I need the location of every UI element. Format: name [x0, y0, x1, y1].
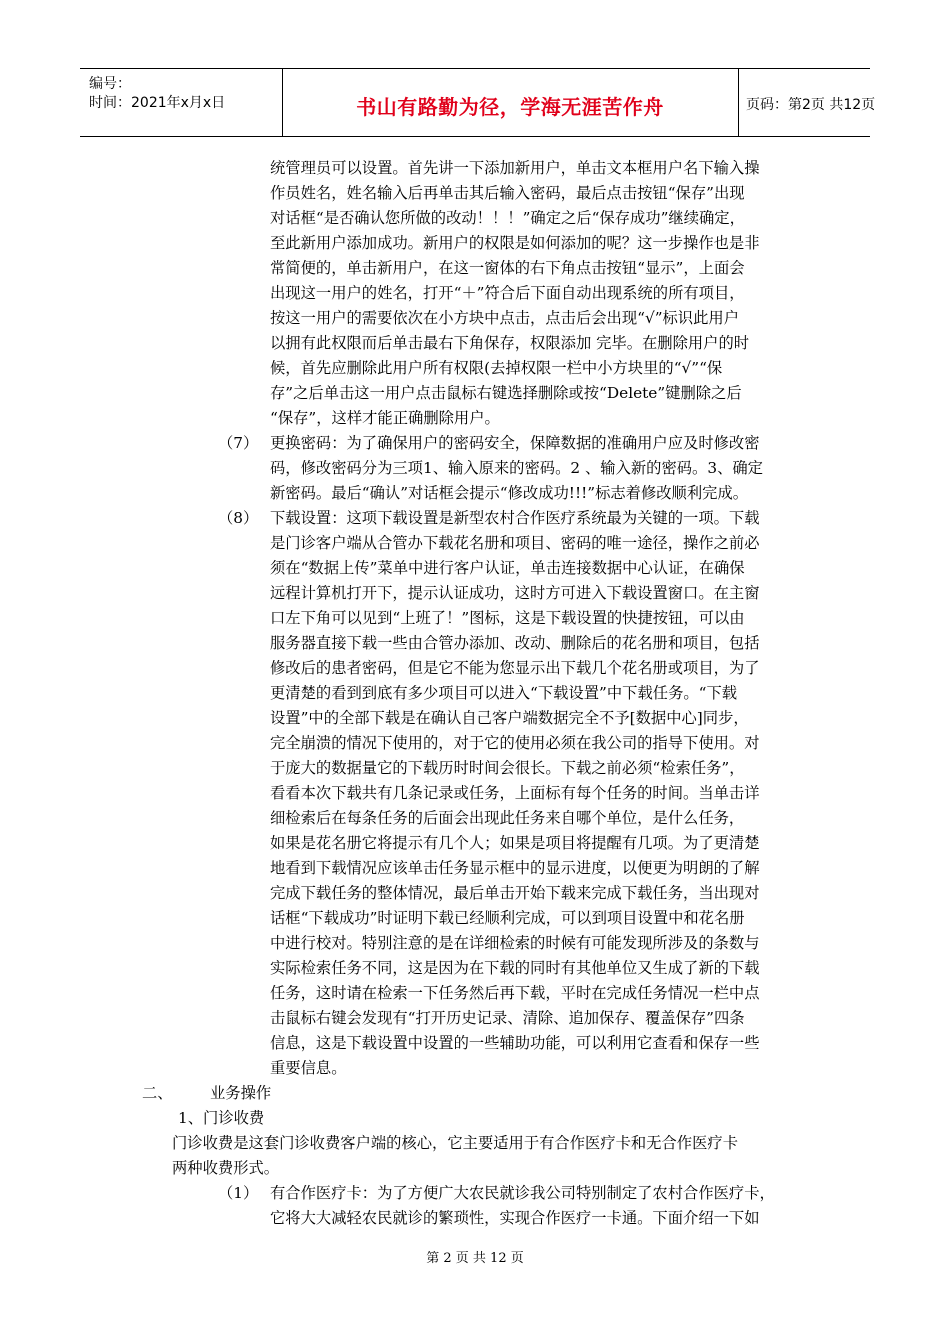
section-2-number: 二、 — [142, 1084, 173, 1102]
page-footer: 第 2 页 共 12 页 — [426, 1251, 524, 1266]
body-line: 统管理员可以设置。首先讲一下添加新用户，单击文本框用户名下输入操 — [270, 159, 760, 177]
item-1-line: 有合作医疗卡：为了方便广大农民就诊我公司特别制定了农村合作医疗卡， — [270, 1184, 775, 1202]
item-8-line: 更清楚的看到到底有多少项目可以进入“下载设置”中下载任务。“下载 — [270, 684, 738, 702]
item-7-line: 新密码。最后“确认”对话框会提示“修改成功!!!”标志着修改顺利完成。 — [270, 484, 749, 502]
item-8-line: 远程计算机打开下，提示认证成功，这时方可进入下载设置窗口。在主窗 — [270, 584, 760, 602]
item-8-line: 是门诊客户端从合管办下载花名册和项目、密码的唯一途径，操作之前必 — [270, 534, 760, 552]
intro-line: 两种收费形式。 — [172, 1159, 280, 1177]
subsection-1-title: 1、门诊收费 — [178, 1109, 265, 1127]
header-table — [80, 68, 876, 137]
item-8-line: 于庞大的数据量它的下载历时时间会很长。下载之前必须“检索任务”， — [270, 759, 745, 777]
body-line: “保存”，这样才能正确删除用户。 — [270, 409, 500, 427]
item-8-line: 击鼠标右键会发现有“打开历史记录、清除、追加保存、覆盖保存”四条 — [270, 1009, 745, 1027]
item-8-line: 修改后的患者密码，但是它不能为您显示出下载几个花名册或项目，为了 — [270, 659, 760, 677]
item-8-line: 完全崩溃的情况下使用的，对于它的使用必须在我公司的指导下使用。对 — [270, 734, 760, 752]
item-8-line: 须在“数据上传”菜单中进行客户认证，单击连接数据中心认证，在确保 — [270, 559, 745, 577]
item-8-line: 实际检索任务不同，这是因为在下载的同时有其他单位又生成了新的下载 — [270, 959, 760, 977]
item-8-line: 口左下角可以见到“上班了！”图标，这是下载设置的快捷按钮，可以由 — [270, 609, 745, 627]
header-left-cell — [80, 69, 283, 136]
body-line: 候，首先应删除此用户所有权限(去掉权限一栏中小方块里的“√”“保 — [270, 359, 723, 377]
header-page-cell — [738, 69, 876, 136]
section-2-title: 业务操作 — [210, 1084, 272, 1102]
item-8-line: 信息，这是下载设置中设置的一些辅助功能，可以利用它查看和保存一些 — [270, 1034, 760, 1052]
item-8-line: 话框“下载成功”时证明下载已经顺利完成，可以到项目设置中和花名册 — [270, 909, 745, 927]
body-line: 按这一用户的需要依次在小方块中点击，点击后会出现“√”标识此用户 — [270, 309, 739, 327]
document-number-label: 编号： — [89, 76, 131, 92]
item-8-line: 下载设置：这项下载设置是新型农村合作医疗系统最为关键的一项。下载 — [270, 509, 760, 527]
item-8-line: 设置”中的全部下载是在确认自己客户端数据完全不予[数据中心]同步， — [270, 709, 749, 727]
item-8-line: 中进行校对。特别注意的是在详细检索的时候有可能发现所涉及的条数与 — [270, 934, 760, 952]
item-8-number: （8） — [218, 509, 259, 527]
body-line: 作员姓名，姓名输入后再单击其后输入密码，最后点击按钮“保存”出现 — [270, 184, 745, 202]
item-8-line: 任务，这时请在检索一下任务然后再下载，平时在完成任务情况一栏中点 — [270, 984, 760, 1002]
item-7-line: 码，修改密码分为三项1、输入原来的密码。2 、输入新的密码。3、确定 — [270, 459, 763, 477]
item-8-line: 细检索后在每条任务的后面会出现此任务来自哪个单位，是什么任务， — [270, 809, 745, 827]
body-line: 存”之后单击这一用户点击鼠标右键选择删除或按“Delete”键删除之后 — [270, 384, 742, 402]
item-1-line: 它将大大减轻农民就诊的繁琐性，实现合作医疗一卡通。下面介绍一下如 — [270, 1209, 760, 1227]
document-date-label: 时间：2021年x月x日 — [89, 95, 226, 111]
intro-line: 门诊收费是这套门诊收费客户端的核心，它主要适用于有合作医疗卡和无合作医疗卡 — [172, 1134, 738, 1152]
item-8-line: 看看本次下载共有几条记录或任务，上面标有每个任务的时间。当单击详 — [270, 784, 760, 802]
body-line: 以拥有此权限而后单击最右下角保存，权限添加 完毕。在删除用户的时 — [270, 334, 750, 352]
body-line: 出现这一用户的姓名，打开“＋”符合后下面自动出现系统的所有项目， — [270, 284, 745, 302]
header-motto-cell — [282, 69, 739, 136]
item-7-line: 更换密码：为了确保用户的密码安全，保障数据的准确用户应及时修改密 — [270, 434, 760, 452]
motto-text: 书山有路勤为径，学海无涯苦作舟 — [356, 95, 664, 119]
page-info: 页码：第2页 共12页 — [746, 97, 876, 113]
item-8-line: 服务器直接下载一些由合管办添加、改动、删除后的花名册和项目，包括 — [270, 634, 760, 652]
item-8-line: 如果是花名册它将提示有几个人；如果是项目将提醒有几项。为了更清楚 — [270, 834, 760, 852]
item-1-number: （1） — [218, 1184, 259, 1202]
body-line: 对话框“是否确认您所做的改动！！！”确定之后“保存成功”继续确定， — [270, 209, 745, 227]
item-8-line: 完成下载任务的整体情况，最后单击开始下载来完成下载任务，当出现对 — [270, 884, 760, 902]
item-8-line: 重要信息。 — [270, 1059, 347, 1077]
body-line: 至此新用户添加成功。新用户的权限是如何添加的呢？这一步操作也是非 — [270, 234, 760, 252]
item-8-line: 地看到下载情况应该单击任务显示框中的显示进度，以便更为明朗的了解 — [270, 859, 760, 877]
body-line: 常简便的，单击新用户，在这一窗体的右下角点击按钮“显示”，上面会 — [270, 259, 745, 277]
item-7-number: （7） — [218, 434, 259, 452]
